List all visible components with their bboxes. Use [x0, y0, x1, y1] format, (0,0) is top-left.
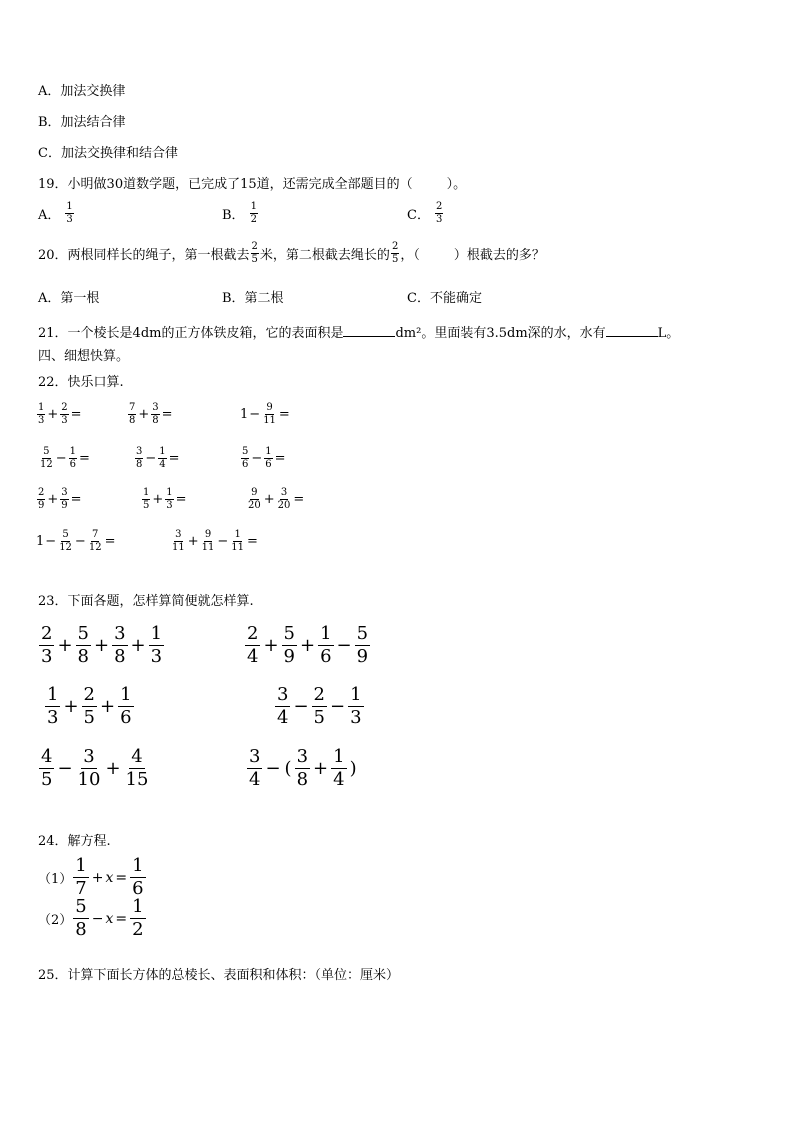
q22-expr-3: 1 − $\frac{9}{11}$ = — [240, 402, 290, 426]
q22-expr-6: $\frac{5}{6}$ − $\frac{1}{6}$ = — [242, 446, 286, 470]
q22-expr-2: $\frac{7}{8}$ + $\frac{3}{8}$ = — [129, 402, 173, 426]
q18-option-a: A．加法交换律 — [38, 84, 126, 99]
section-4-title: 四、细想快算。 — [38, 349, 130, 364]
q23-title: 23．下面各题，怎样算简便就怎样算. — [38, 594, 254, 609]
q19-question: 19．小明做30道数学题，已完成了15道，还需完成全部题目的（ ）。 — [38, 177, 467, 192]
q24-title: 24．解方程. — [38, 834, 111, 849]
q22-expr-9: $\frac{9}{20}$ + $\frac{3}{20}$ = — [248, 487, 305, 511]
q23-expr-c: $\frac{1}{3}$ + $\frac{2}{5}$ + $\frac{1}{6}$ — [47, 684, 132, 728]
q19-option-b: B． $\frac{1}{2}$ — [222, 201, 257, 225]
q20-question: 20．两根同样长的绳子，第一根截去 $\frac{2}{5}$ 米，第二根截去绳长的 $\frac{2}{5}$ ，（ ）根截去的多？ — [38, 241, 545, 265]
q18-option-b: B．加法结合律 — [38, 115, 126, 130]
q22-expr-10: 1 − $\frac{5}{12}$ − $\frac{7}{12}$ = — [36, 529, 116, 553]
q23-expr-b: $\frac{2}{4}$ + $\frac{5}{9}$ + $\frac{1}{6}$ − $\frac{5}{9}$ — [247, 623, 369, 667]
q23-expr-f: $\frac{3}{4}$ − ( $\frac{3}{8}$ + $\frac{1}{4}$ ) — [249, 746, 357, 790]
q20-option-c: C．不能确定 — [407, 291, 482, 306]
q19-option-c: C． $\frac{2}{3}$ — [407, 201, 443, 225]
q22-expr-8: $\frac{1}{5}$ + $\frac{1}{3}$ = — [143, 487, 187, 511]
q22-expr-11: $\frac{3}{11}$ + $\frac{9}{11}$ − $\frac{1}{11}$ = — [172, 529, 258, 553]
q21-question: 21．一个棱长是4dm的正方体铁皮箱，它的表面积是 dm²。里面装有3.5dm深的水，水有 L。 — [38, 326, 680, 341]
q22-expr-7: $\frac{2}{9}$ + $\frac{3}{9}$ = — [38, 487, 82, 511]
q22-expr-5: $\frac{3}{8}$ − $\frac{1}{4}$ = — [136, 446, 180, 470]
q20-option-b: B．第二根 — [222, 291, 284, 306]
q19-option-a: A． $\frac{1}{3}$ — [38, 201, 73, 225]
q23-expr-e: $\frac{4}{5}$ − $\frac{3}{10}$ + $\frac{4}{15}$ — [41, 746, 149, 790]
q18-option-c: C．加法交换律和结合律 — [38, 146, 178, 161]
q22-title: 22．快乐口算. — [38, 375, 124, 390]
q20-option-a: A．第一根 — [38, 291, 100, 306]
q24-equation-1: （1） $\frac{1}{7}$ + x = $\frac{1}{6}$ — [38, 855, 144, 899]
q23-expr-d: $\frac{3}{4}$ − $\frac{2}{5}$ − $\frac{1}{3}$ — [277, 684, 362, 728]
q25-title: 25．计算下面长方体的总棱长、表面积和体积：（单位：厘米） — [38, 968, 400, 983]
q24-equation-2: （2） $\frac{5}{8}$ − x = $\frac{1}{2}$ — [38, 896, 144, 940]
q23-expr-a: $\frac{2}{3}$ + $\frac{5}{8}$ + $\frac{3}{8}$ + $\frac{1}{3}$ — [41, 623, 163, 667]
q22-expr-4: $\frac{5}{12}$ − $\frac{1}{6}$ = — [40, 446, 90, 470]
q22-expr-1: $\frac{1}{3}$ + $\frac{2}{3}$ = — [38, 402, 82, 426]
